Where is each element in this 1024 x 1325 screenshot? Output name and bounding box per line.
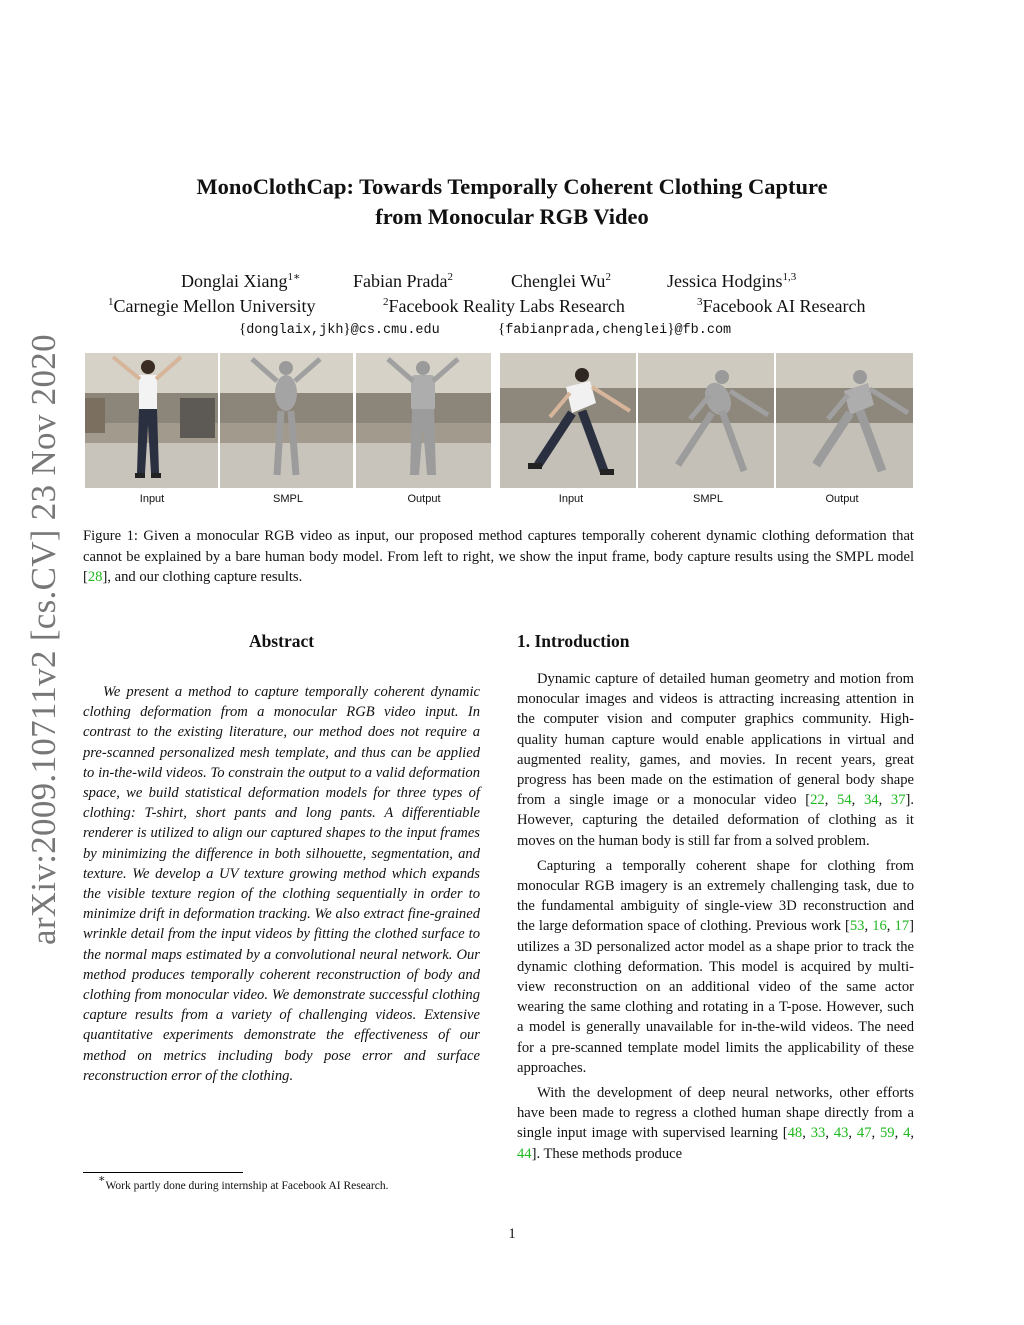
citation-link[interactable]: 4 [903,1125,911,1142]
email-cmu: {donglaix,jkh}@cs.cmu.edu [239,321,440,338]
citation-link[interactable]: 34 [863,792,879,809]
citation-link[interactable]: 22 [810,792,825,809]
citation-link[interactable]: 54 [837,792,852,809]
citation-link[interactable]: 47 [856,1125,872,1142]
author-block [0,270,1024,320]
citation-link[interactable]: 16 [872,918,887,935]
abstract-heading: Abstract [248,631,315,651]
author-row [0,270,1024,295]
email-fb: {fabianprada,chenglei}@fb.com [498,321,732,338]
title-line-2: from Monocular RGB Video [375,204,649,229]
introduction-heading: 1. Introduction [517,631,630,651]
figure-panel-smpl-2 [638,353,774,488]
page-number: 1 [508,1226,516,1242]
introduction-column [517,630,914,1169]
figure-label-input-1: Input [139,493,165,505]
paper-title [0,172,1024,232]
citation-link[interactable]: 59 [880,1125,895,1142]
intro-paragraph-2: Capturing a temporally coherent shape for clothing from monocular RGB imagery is an extremely challenging task, due to the fundamental ambiguity of single-view 3D reconstruction and the large deformation space of clothing. Previous work [53, 16, 17] utilizes a 3D personalized actor model as a shape prior to track the dynamic clothing deformation. This model is acquired by multi-view reconstruction on an additional video of the same actor wearing the same clothing and rotating in a T-pose. However, such a model is generally unavailable for in-the-wild videos. The need for a pre-scanned template model limits the applicability of these approaches. [517,857,914,1076]
author-3: Chenglei Wu$^2$ [511,271,611,291]
email-row [0,321,1024,343]
figure-caption: Figure 1: Given a monocular RGB video as input, our proposed method captures temporally coherent dynamic clothing deformation that cannot be explained by a bare human body model. From left to right, we show the input frame, body capture results using the SMPL model [28], and our clothing capture results. [83,528,914,585]
figure-panel-output-1 [356,353,491,488]
citation-link[interactable]: 53 [849,918,865,935]
author-2: Fabian Prada$^2$ [353,271,453,291]
arxiv-stamp-text: arXiv:2009.10711v2 [cs.CV] 23 Nov 2020 [24,334,63,945]
citation-link[interactable]: 33 [810,1125,826,1142]
citation-link[interactable]: 48 [787,1125,803,1142]
citation-link[interactable]: 37 [890,792,906,809]
figure-panel-output-2 [776,353,913,488]
intro-paragraph-1: Dynamic capture of detailed human geometry and motion from monocular images and videos is attracting increasing attention in the computer vision and computer graphics community. High-quality human capture would enable applications in virtual and augmented reality, games, and movies. In recent years, great progress has been made on the estimation of general body shape from a single image or a monocular video [22, 54, 34, 37]. However, capturing the detailed deformation of clothing as it moves on the human body is still far from a solved problem. [517,671,914,849]
affiliation-3: $^3$Facebook AI Research [697,296,866,316]
affiliation-2: $^2$Facebook Reality Labs Research [383,296,625,316]
citation-link[interactable]: 28 [87,569,103,585]
teaser-figure [85,353,930,488]
figure-label-input-2: Input [558,493,584,505]
affiliation-1: $^1$Carnegie Mellon University [108,296,316,316]
footnote-rule [83,1172,243,1173]
figure-label-output-1: Output [407,493,441,505]
abstract-text: We present a method to capture temporally coherent dynamic clothing deformation from a monocular RGB video input. In contrast to the existing literature, our method does not require a pre-scanned personalized mesh template, and thus can be applied to in-the-wild videos. To constrain the output to a valid deformation space, we build statistical deformation models for three types of clothing: T-shirt, short pants and long pants. A differentiable renderer is utilized to align our captured shapes to the input frames by minimizing the difference in both silhouette, segmentation, and texture. We develop a UV texture growing method which expands the visible texture region of the clothing sequentially in order to minimize drift in deformation tracking. We also extract fine-grained wrinkle detail from the input videos by fitting the clothed surface to the normal maps estimated by a convolutional neural network. Our method produces temporally coherent reconstruction of body and clothing from monocular video. We demonstrate successful clothing capture results from a variety of challenging videos. Extensive quantitative experiments demonstrate the effectiveness of our method on metrics including body pose error and surface reconstruction error of the clothing. [83,684,480,1084]
figure-panel-smpl-1 [220,353,353,488]
footnote: ∗Work partly done during internship at Facebook AI Research. [98,1173,389,1192]
figure-panel-input-1 [85,353,218,488]
author-4: Jessica Hodgins$^{1,3}$ [667,271,797,291]
figure-label-smpl-1: SMPL [273,493,303,505]
citation-link[interactable]: 44 [517,1145,532,1162]
figure-label-smpl-2: SMPL [693,493,723,505]
citation-link[interactable]: 43 [833,1125,849,1142]
figure-panel-input-2 [500,353,636,488]
title-line-1: MonoClothCap: Towards Temporally Coherent Clothing Capture [196,174,828,199]
intro-paragraph-3: With the development of deep neural networks, other efforts have been made to regress a clothed human shape directly from a single input image with supervised learning [48, 33, 43, 47, 59, 4, 44]. These methods produce [517,1085,915,1162]
author-1: Donglai Xiang$^{1∗}$ [181,271,301,291]
affiliation-row [0,295,1024,320]
figure-label-output-2: Output [825,493,859,505]
abstract-column [83,630,480,1086]
citation-link[interactable]: 17 [894,918,910,935]
